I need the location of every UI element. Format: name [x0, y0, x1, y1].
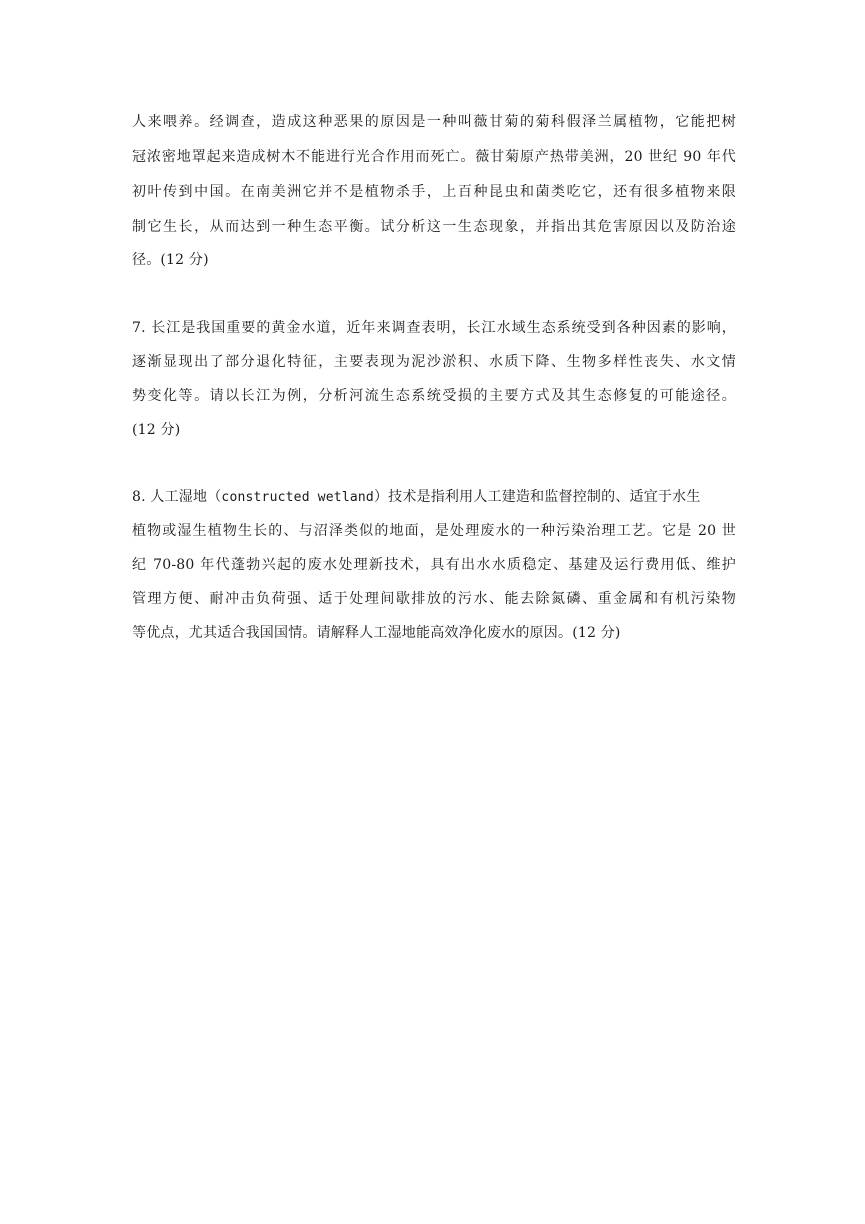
q8-line-1-post: ）技术是指利用人工建造和监督控制的、适宜于水生	[373, 489, 701, 505]
q8-line-1	[132, 487, 736, 508]
q6-line-4: 制它生长，从而达到一种生态平衡。试分析这一生态现象，并指出其危害原因以及防治途	[132, 219, 736, 235]
q6-line-5: 径。(12 分)	[132, 252, 209, 268]
q8-line-4: 管理方便、耐冲击负荷强、适于处理间歇排放的污水、能去除氮磷、重金属和有机污染物	[132, 591, 736, 607]
q8-line-2: 植物或湿生植物生长的、与沼泽类似的地面，是处理废水的一种污染治理工艺。它是 20 世	[132, 523, 736, 539]
q7-line-4: (12 分)	[132, 422, 181, 438]
q7-line-1: 7. 长江是我国重要的黄金水道，近年来调查表明，长江水域生态系统受到各种因素的影响，	[132, 320, 736, 336]
q8-line-3: 纪 70-80 年代蓬勃兴起的废水处理新技术，具有出水水质稳定、基建及运行费用低、维护	[132, 557, 736, 573]
q8-line-5: 等优点，尤其适合我国国情。请解释人工湿地能高效净化废水的原因。(12 分)	[132, 625, 621, 641]
q8-term-english: constructed wetland	[221, 490, 374, 505]
q6-line-3: 初叶传到中国。在南美洲它并不是植物杀手，上百种昆虫和菌类吃它，还有很多植物来限	[132, 184, 736, 200]
q7-line-3: 势变化等。请以长江为例，分析河流生态系统受损的主要方式及其生态修复的可能途径。	[132, 388, 736, 404]
q6-line-1: 人来喂养。经调查，造成这种恶果的原因是一种叫薇甘菊的菊科假泽兰属植物，它能把树	[132, 114, 736, 130]
q8-line-1-pre: 8. 人工湿地（	[132, 489, 222, 505]
q6-line-2: 冠浓密地罩起来造成树木不能进行光合作用而死亡。薇甘菊原产热带美洲，20 世纪 90 年代	[132, 149, 736, 165]
q7-line-2: 逐渐显现出了部分退化特征，主要表现为泥沙淤积、水质下降、生物多样性丧失、水文情	[132, 354, 736, 370]
